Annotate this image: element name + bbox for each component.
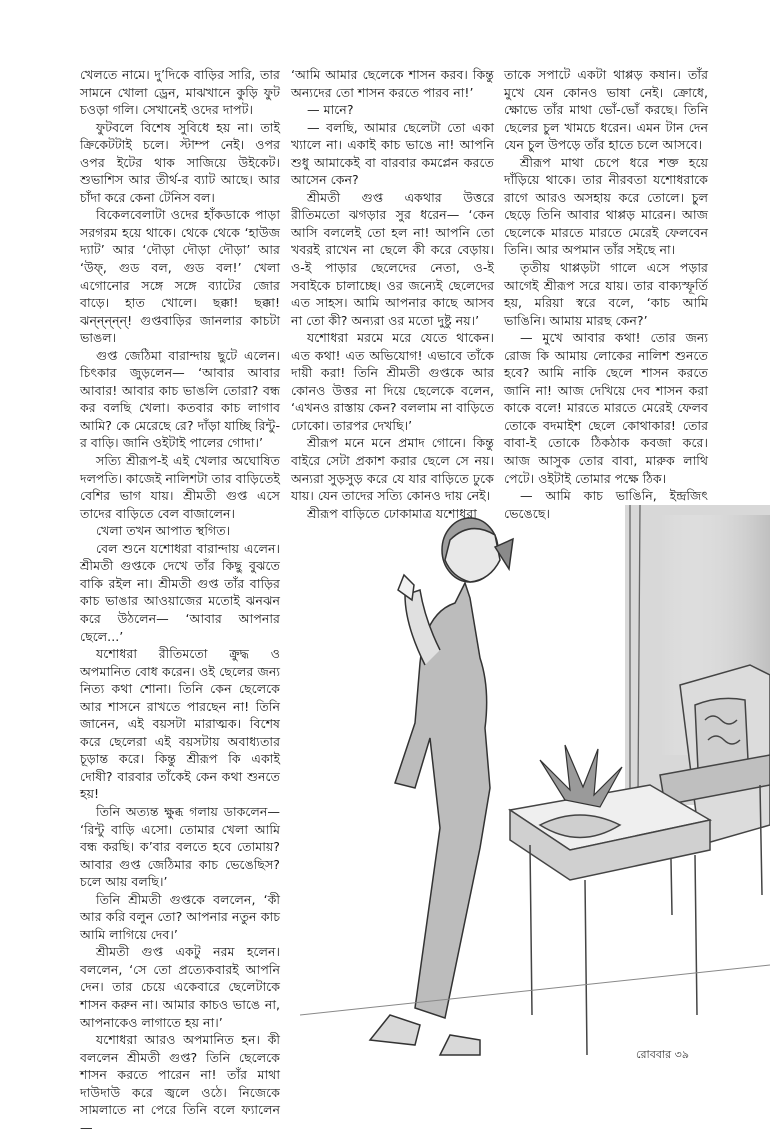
paragraph: শ্রীমতী গুপ্ত একটু নরম হলেন। বললেন, ‘সে তো প্রত্যেকবারই আপনি দেন। তার চেয়ে একেবারে ছেলেটাকে শাসন করুন না। আমার কাচও ভাঙে না, আপনাকেও লাগাতে হয় না।’ [80,944,280,1030]
paragraph: — বলছি, আমার ছেলেটা তো একা খ্যালে না। একাই কাচ ভাঙে না! আপনি শুধু আমাকেই বা বারবার কমপ্লেন করতে আসেন কেন? [291,119,494,188]
paragraph: তিনি অত্যন্ত ক্ষুব্ধ গলায় ডাকলেন— ‘রিন্টু বাড়ি এসো। তোমার খেলা আমি বন্ধ করছি। ক’বার বলতে হবে তোমায়? আবার গুপ্ত জেঠিমার কাচ ভেঙেছিস? চলে আয় বলছি।’ [80,803,280,890]
paragraph: তাকে সপাটে একটা থাপ্পড় কষান। তাঁর মুখে যেন কোনও ভাষা নেই। ক্রোধে, ক্ষোভে তাঁর মাথা ভোঁ-ভোঁ করছে। তিনি ছেলের চুল খামচে ধরেন। এমন টান দেন যেন চুল উপড়ে তাঁর হাতে চলে আসবে। [504,67,708,153]
paragraph: বেল শুনে যশোধরা বারান্দায় এলেন। শ্রীমতী গুপ্তকে দেখে তাঁর কিছু বুঝতে বাকি রইল না। শ্রীমতী গুপ্ত তাঁর বাড়ির কাচ ভাঙার আওয়াজের মতোই ঝনঝন করে উঠলেন— ‘আবার আপনার ছেলে...’ [80,540,280,644]
paragraph: খেলতে নামে। দু’দিকে বাড়ির সারি, তার সামনে খোলা ড্রেন, মাঝখানে কুড়ি ফুট চওড়া গলি। সেখানেই ওদের দাপট। [80,67,280,118]
paragraph: যশোধরা রীতিমতো ক্রুদ্ধ ও অপমানিত বোধ করেন। ওই ছেলের জন্য নিত্য কথা শোনা। তিনি কেন ছেলেকে আর শাসনে রাখতে পারছেন না! তিনি জানেন, এই বয়সটা মারাত্মক। বিশেষ করে ছেলেরা এই বয়সটায় অবাধ্যতার চূড়ান্ত করে। কিন্তু শ্রীরূপ কি একাই দোষী? বারবার তাঁকেই কেন কথা শুনতে হয়! [80,646,280,802]
text-column-3 [504,66,708,522]
paragraph: তৃতীয় থাপ্পড়টা গালে এসে পড়ার আগেই শ্রীরূপ সরে যায়। তার বাক্যস্ফূর্তি হয়, মরিয়া স্বরে বলে, ‘কাচ আমি ভাঙিনি। আমায় মারছ কেন?’ [504,260,708,328]
text-column-1 [80,66,280,1136]
paragraph: গুপ্ত জেঠিমা বারান্দায় ছুটে এলেন। চিৎকার জুড়লেন— ‘আবার আবার আবার! আবার কাচ ভাঙলি তোরা? বন্ধ কর বলছি খেলা। কতবার কাচ লাগাব আমি? কে মেরেছে রে? দাঁড়া যাচ্ছি রিন্টু-র বাড়ি। জানি ওইটাই পালের গোদা।’ [80,347,280,451]
paragraph: ফুটবলে বিশেষ সুবিধে হয় না। তাই ক্রিকেটটাই চলে। স্টাম্প নেই। ওপর ওপর ইটের থাক সাজিয়ে উইকেট। শুভাশিস আর তীর্থ-র ব্যাট আছে। আর চাঁদা করে কেনা টেনিস বল। [80,119,280,205]
paragraph: — মানে? [307,102,354,118]
paragraph: — আমি কাচ ভাঙিনি, ইন্দ্রজিৎ ভেঙেছে। [504,488,708,521]
paragraph: শ্রীরূপ মাথা চেপে ধরে শক্ত হয়ে দাঁড়িয়ে থাকে। তার নীরবতা যশোধরাকে রাগে আরও অসহায় করে তোলে। চুল ছেড়ে তিনি আবার থাপ্পড় মারেন। আজ ছেলেকে মারতে মারতে মেরেই ফেলবেন তিনি। আর অপমান তাঁর সইছে না। [504,154,708,258]
story-illustration [300,495,770,1065]
paragraph: — মুখে আবার কথা! তোর জন্য রোজ কি আমায় লোকের নালিশ শুনতে হবে? আমি নাকি ছেলে শাসন করতে জানি না! আজ দেখিয়ে দেব শাসন করা কাকে বলে! মারতে মারতে মেরেই ফেলব তোকে বদমাইশ ছেলে কোথাকার! তোর বাবা-ই তোকে ঠিকঠাক কবজা করে। আজ আসুক তোর বাবা, মারুক লাথি পেটে। ওইটাই তোমার পক্ষে ঠিক। [504,330,708,486]
paragraph: শ্রীরূপ বাড়িতে ঢোকামাত্র যশোধরা [307,505,477,521]
paragraph: শ্রীরূপ মনে মনে প্রমাদ গোনে। কিন্তু বাইরে সেটা প্রকাশ করার ছেলে সে নয়। অন্যরা সুড়সুড় করে যে যার বাড়িতে ঢুকে যায়। যেন তাদের সত্যি কোনও দায় নেই। [291,435,494,504]
paragraph: খেলা তখন আপাত স্থগিত। [96,523,231,539]
page-footer: রোববার ৩৯ [636,1048,689,1061]
paragraph: শ্রীমতী গুপ্ত একথার উত্তরে রীতিমতো ঝগড়ার সুর ধরেন— ‘কেন আসি বললেই তো হল না! আপনি তো খবরই রাখেন না ছেলে কী করে বেড়ায়। ও-ই পাড়ার ছেলেদের নেতা, ও-ই সবাইকে চালাচ্ছে। ওর জন্যেই ছেলেদের এত সাহস। আমি আপনার কাছে আসব না তো কী? অন্যরা ওর মতো দুষ্টু নয়।’ [291,189,494,328]
paragraph: ‘আমি আমার ছেলেকে শাসন করব। কিন্তু অন্যদের তো শাসন করতে পারব না!’ [291,67,494,100]
text-column-2 [291,66,494,522]
paragraph: সত্যি শ্রীরূপ-ই এই খেলার অঘোষিত দলপতি। কাজেই নালিশটা তার বাড়িতেই বেশির ভাগ যায়। শ্রীমতী গুপ্ত এসে তাদের বাড়িতে বেল বাজালেন। [80,453,280,521]
paragraph: বিকেলবেলাটা ওদের হাঁকডাকে পাড়া সরগরম হয়ে থাকে। থেকে থেকে ‘হাউজ দ্যাট’ আর ‘দৌড়া দৌড়া দৌড়া’ আর ‘উফ্‌, গুড বল, গুড বল!’ খেলা এগোনোর সঙ্গে সঙ্গে ব্যাটের জোর বাড়ে। হাত খোলে। ছক্কা! ছক্কা! ঝন্‌ন্‌ন্‌ন্‌ন্‌! গুপ্তবাড়ির জানলার কাচটা ভাঙল। [80,207,280,346]
side-table [510,785,710,1055]
paragraph: যশোধরা মরমে মরে যেতে থাকেন। এত কথা! এত অভিযোগ! এভাবে তাঁকে দায়ী করা! তিনি শ্রীমতী গুপ্তকে আর কোনও উত্তর না দিয়ে ছেলেকে বলেন, ‘এখনও রাস্তায় কেন? বললাম না বাড়িতে ঢোকো। তারপর দেখছি।’ [291,330,494,433]
paragraph: যশোধরা আরও অপমানিত হন। কী বললেন শ্রীমতী গুপ্ত? তিনি ছেলেকে শাসন করতে পারেন না! তাঁর মাথা দাউদাউ করে জ্বলে ওঠে। নিজেকে সামলাতে না পেরে তিনি বলে ফ্যালেন— [80,1032,280,1135]
paragraph: তিনি শ্রীমতী গুপ্তকে বললেন, ‘কী আর করি বলুন তো? আপনার নতুন কাচ আমি লাগিয়ে দেব।’ [80,891,280,942]
woman-figure [370,518,513,1055]
